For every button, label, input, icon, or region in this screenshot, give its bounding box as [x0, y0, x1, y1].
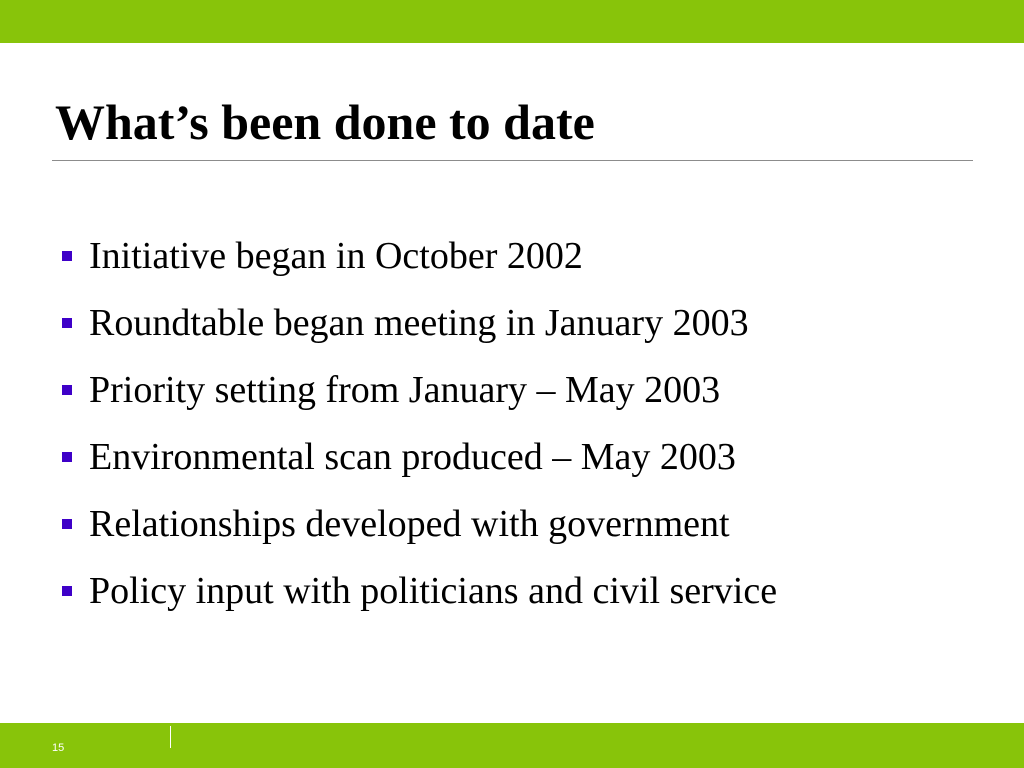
bullet-text: Policy input with politicians and civil service: [89, 570, 778, 612]
bullet-text: Initiative began in October 2002: [89, 235, 583, 277]
square-bullet-icon: [62, 251, 72, 261]
square-bullet-icon: [62, 519, 72, 529]
bullet-text: Relationships developed with government: [89, 503, 730, 545]
square-bullet-icon: [62, 452, 72, 462]
square-bullet-icon: [62, 385, 72, 395]
page-number: 15: [52, 742, 65, 754]
bullet-text: Priority setting from January – May 2003: [89, 369, 721, 411]
bullet-text: Environmental scan produced – May 2003: [89, 436, 736, 478]
top-accent-bar: [0, 0, 1024, 43]
bullet-text: Roundtable began meeting in January 2003: [89, 302, 749, 344]
square-bullet-icon: [62, 586, 72, 596]
bottom-accent-bar: [0, 723, 1024, 768]
footer-divider: [170, 726, 171, 748]
title-divider: [52, 160, 973, 161]
slide-title: What’s been done to date: [55, 94, 595, 150]
square-bullet-icon: [62, 318, 72, 328]
